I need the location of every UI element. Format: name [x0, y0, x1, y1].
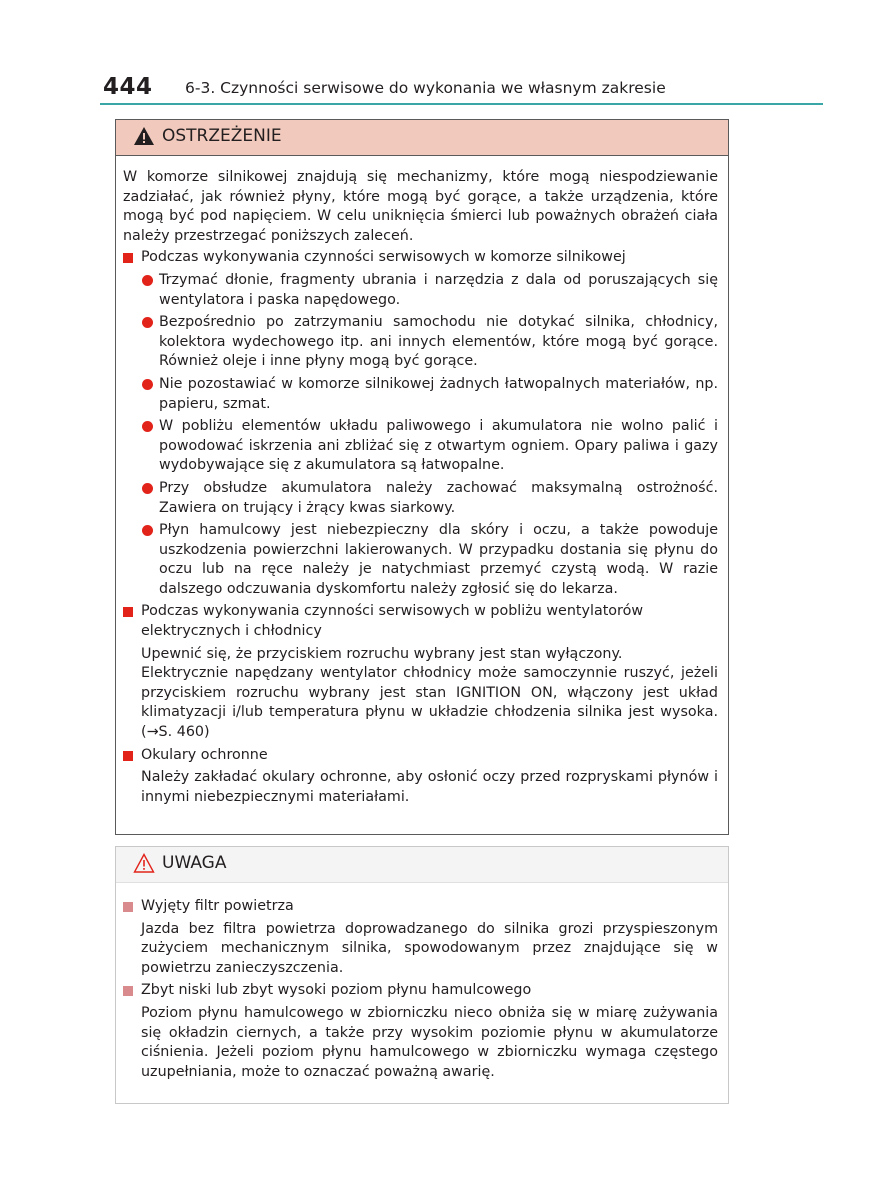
bullet-dot-icon [142, 275, 153, 286]
list-item: Płyn hamulcowy jest niebezpieczny dla skóry i oczu, a także powoduje uszkodzenia powierzchni lakierowanych. W przypadku dostania się płynu do oczu lub na ręce należy je natychmiast przemyć czystą wodą. W razie dalszego odczuwania dyskomfortu należy zgłosić się do lekarza. [123, 521, 718, 599]
notice-title: UWAGA [162, 853, 227, 873]
warning-triangle-icon [133, 126, 155, 146]
warning-title: OSTRZEŻENIE [162, 126, 282, 146]
warning-content [123, 168, 718, 810]
paragraph: Upewnić się, że przyciskiem rozruchu wybrany jest stan wyłączony. Elektrycznie napędzany wentylator chłodnicy może samoczynnie ruszyć, jeżeli przyciskiem rozruchu wybrany jest stan IGNITION ON, włączony jest układ klimatyzacji i/lub temperatura płynu w układzie chłodzenia silnika jest wysoka. (→S. 460) [141, 645, 718, 741]
bullet-dot-icon [142, 379, 153, 390]
square-marker-icon [123, 986, 133, 996]
list-item: Trzymać dłonie, fragmenty ubrania i narzędzia z dala od poruszających się wentylatora i paska napędowego. [123, 271, 718, 310]
page-header [103, 74, 823, 104]
list-item: Nie pozostawiać w komorze silnikowej żadnych łatwopalnych materiałów, np. papieru, szmat. [123, 375, 718, 414]
notice-box [115, 846, 729, 1104]
warning-header [116, 120, 728, 156]
bullet-dot-icon [142, 483, 153, 494]
bullet-dot-icon [142, 525, 153, 536]
warning-box [115, 119, 729, 835]
notice-header [116, 847, 728, 883]
header-rule [100, 103, 823, 105]
section-heading: Wyjęty filtr powietrza [123, 897, 718, 917]
warning-intro: W komorze silnikowej znajdują się mechanizmy, które mogą niespodziewanie zadziałać, jak również płyny, które mogą być gorące, a także urządzenia, które mogą być pod napięciem. W celu uniknięcia śmierci lub poważnych obrażeń ciała należy przestrzegać poniższych zaleceń. [123, 169, 718, 244]
list-item: Bezpośrednio po zatrzymaniu samochodu nie dotykać silnika, chłodnicy, kolektora wydechowego itp. ani innych elementów, które mogą być gorące. Również oleje i inne płyny mogą być gorące. [123, 313, 718, 372]
paragraph: Jazda bez filtra powietrza doprowadzanego do silnika grozi przyspieszonym zużyciem mechanicznym silnika, spowodowanym przez znajdujące się w powietrzu zanieczyszczenia. [141, 920, 718, 976]
bullet-dot-icon [142, 421, 153, 432]
bullet-dot-icon [142, 317, 153, 328]
square-marker-icon [123, 902, 133, 912]
square-marker-icon [123, 253, 133, 263]
paragraph: Poziom płynu hamulcowego w zbiorniczku nieco obniża się w miarę zużywania się okładzin ciernych, a także przy wysokim poziomie płynu w akumulatorze ciśnienia. Jeżeli poziom płynu hamulcowego w zbiorniczku wymaga częstego uzupełniania, może to oznaczać poważną awarię. [141, 1004, 718, 1080]
section-title: 6-3. Czynności serwisowe do wykonania we własnym zakresie [185, 79, 666, 97]
page-number: 444 [103, 74, 153, 100]
square-marker-icon [123, 607, 133, 617]
section-heading: Okulary ochronne [123, 746, 718, 766]
notice-content [123, 895, 718, 1085]
section-heading: Zbyt niski lub zbyt wysoki poziom płynu hamulcowego [123, 981, 718, 1001]
list-item: Przy obsłudze akumulatora należy zachować maksymalną ostrożność. Zawiera on trujący i żrący kwas siarkowy. [123, 479, 718, 518]
paragraph: Należy zakładać okulary ochronne, aby osłonić oczy przed rozpryskami płynów i innymi niebezpiecznymi materiałami. [141, 769, 718, 805]
section-heading: Podczas wykonywania czynności serwisowych w pobliżu wentylatorów elektrycznych i chłodnicy [123, 602, 718, 641]
caution-triangle-icon [133, 853, 155, 873]
section-heading: Podczas wykonywania czynności serwisowych w komorze silnikowej [123, 248, 718, 268]
square-marker-icon [123, 751, 133, 761]
list-item: W pobliżu elementów układu paliwowego i akumulatora nie wolno palić i powodować iskrzenia ani zbliżać się z otwartym ogniem. Opary paliwa i gazy wydobywające się z akumulatora są łatwopalne. [123, 417, 718, 476]
